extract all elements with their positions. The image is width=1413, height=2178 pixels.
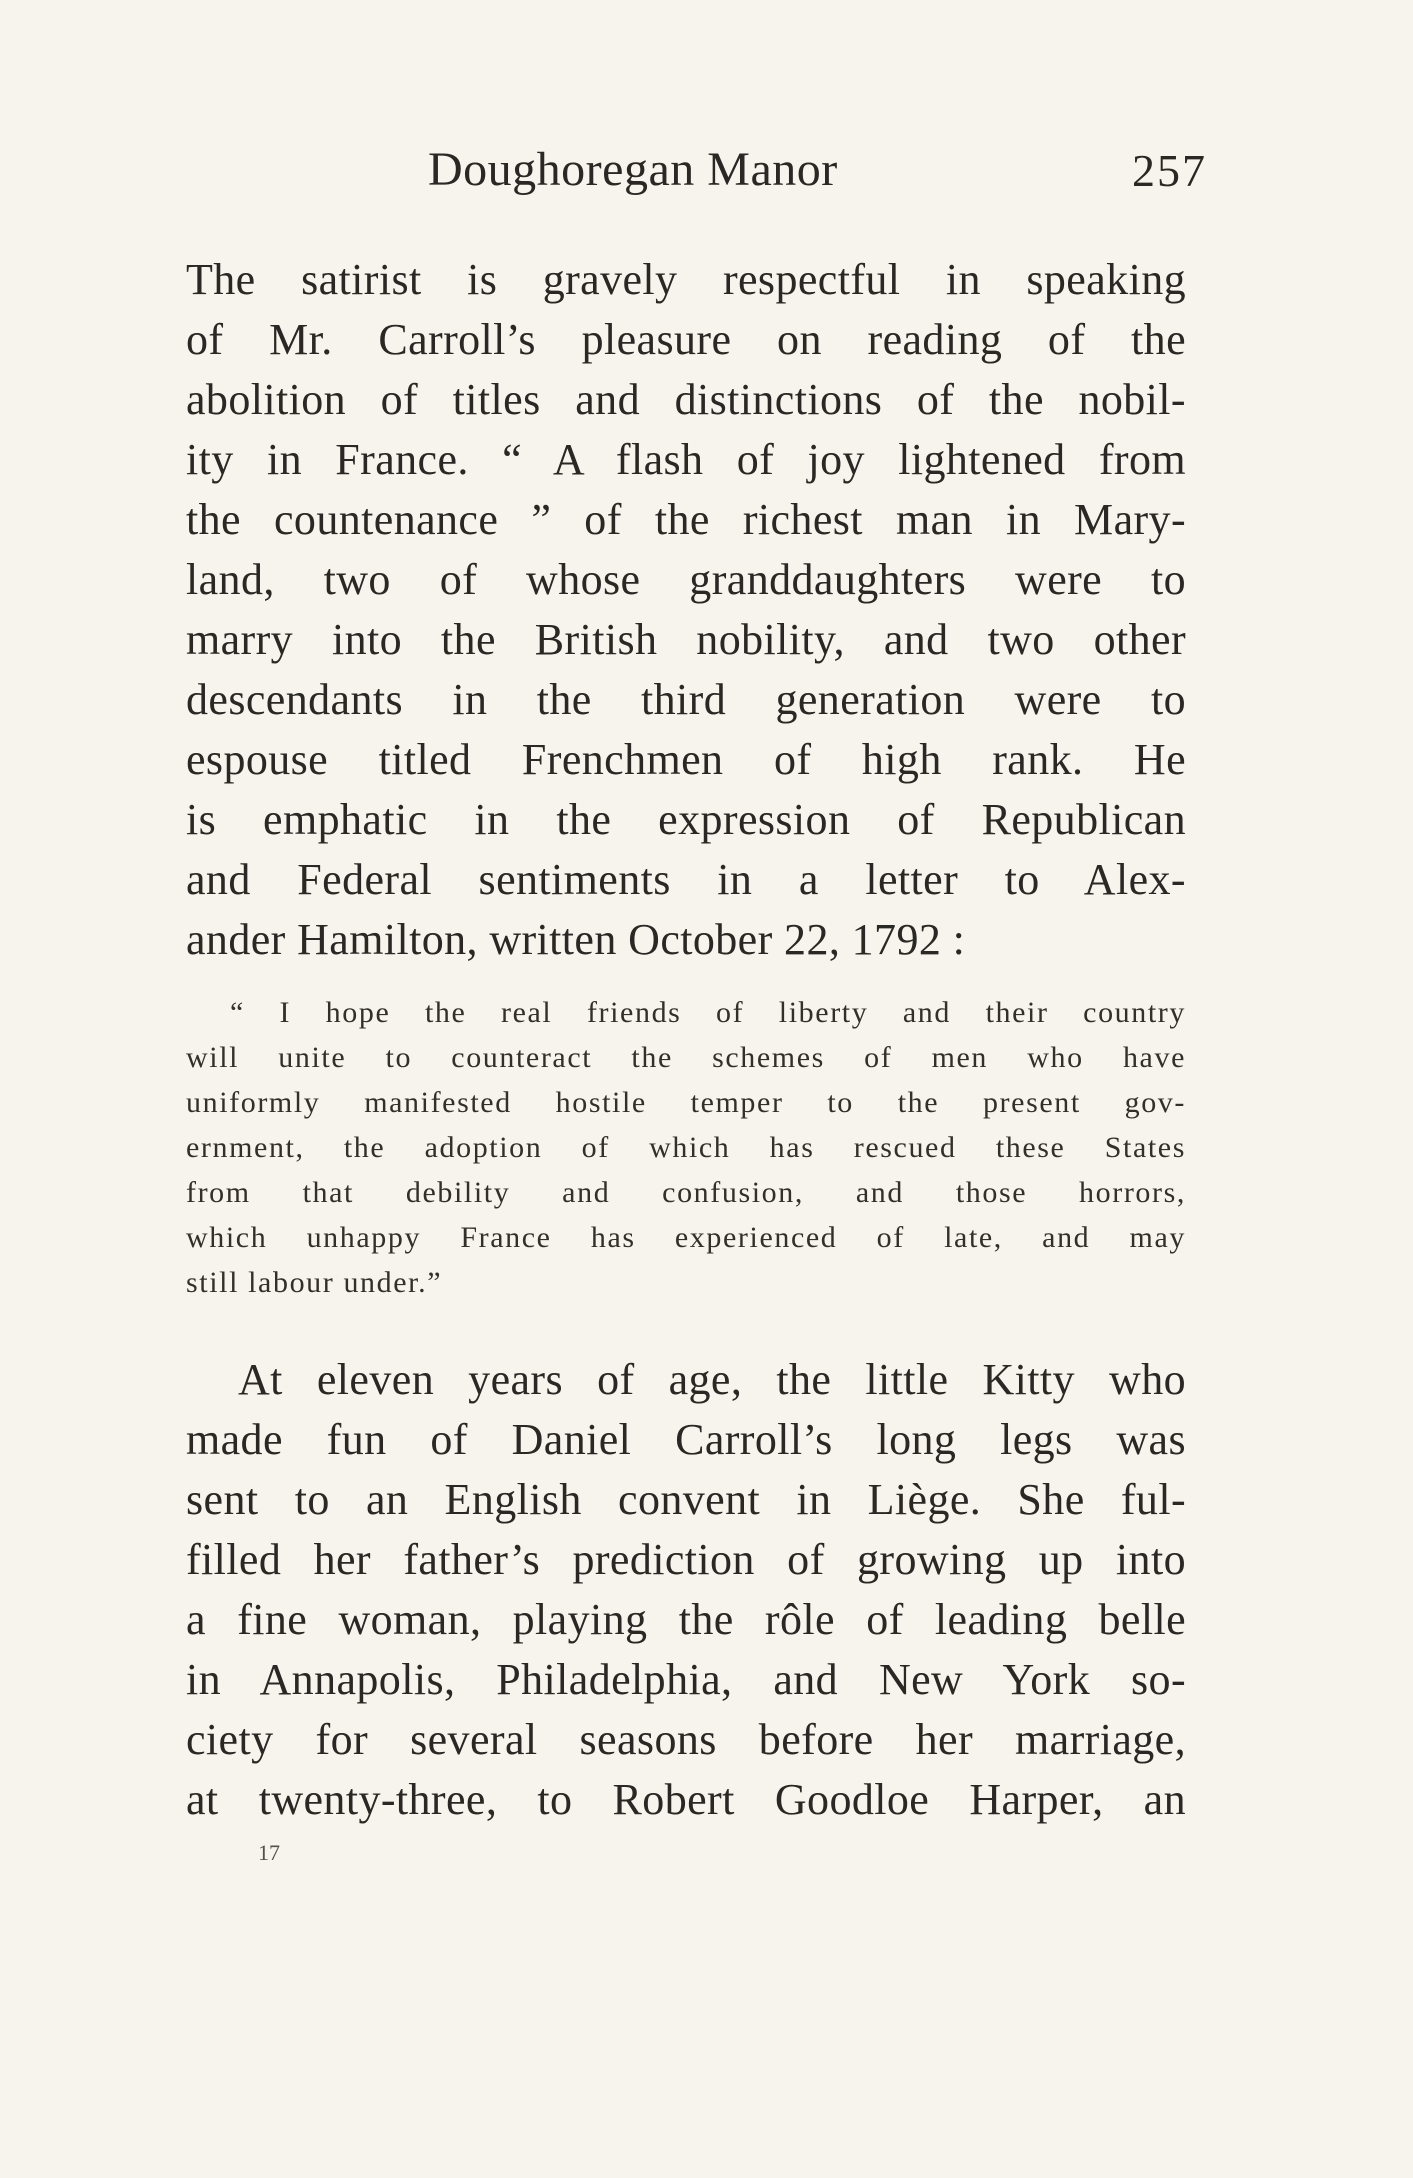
paragraph-1-line: The satirist is gravely respectful in speaking: [186, 255, 1186, 304]
paragraph-2-line: filled her father’s prediction of growing up into: [186, 1535, 1186, 1584]
quotation-line: will unite to counteract the schemes of men who have: [186, 1041, 1186, 1074]
paragraph-1-line: is emphatic in the expression of Republican: [186, 795, 1186, 844]
paragraph-1-line: and Federal sentiments in a letter to Alex-: [186, 855, 1186, 904]
paragraph-1-line: ity in France. “ A flash of joy lightened from: [186, 435, 1186, 484]
paragraph-2-line: made fun of Daniel Carroll’s long legs was: [186, 1415, 1186, 1464]
paragraph-2-line: sent to an English convent in Liège. She ful-: [186, 1475, 1186, 1524]
paragraph-1-line: the countenance ” of the richest man in Mary-: [186, 495, 1186, 544]
quotation-line: from that debility and confusion, and those horrors,: [186, 1176, 1186, 1209]
quotation-line: which unhappy France has experienced of late, and may: [186, 1221, 1186, 1254]
paragraph-1-line: espouse titled Frenchmen of high rank. He: [186, 735, 1186, 784]
quotation-line: “ I hope the real friends of liberty and their country: [230, 996, 1186, 1029]
paragraph-1-line: abolition of titles and distinctions of the nobil-: [186, 375, 1186, 424]
signature-mark: 17: [258, 1840, 280, 1865]
paragraph-2-line: in Annapolis, Philadelphia, and New York so-: [186, 1655, 1186, 1704]
paragraph-2-line: a fine woman, playing the rôle of leading belle: [186, 1595, 1186, 1644]
running-head: Doughoregan Manor: [428, 143, 838, 196]
paragraph-1-line: land, two of whose granddaughters were to: [186, 555, 1186, 604]
quotation-line: ernment, the adoption of which has rescued these States: [186, 1131, 1186, 1164]
page-number: 257: [1132, 145, 1207, 196]
paragraph-2-line: At eleven years of age, the little Kitty who: [238, 1355, 1186, 1404]
paragraph-1-line: ander Hamilton, written October 22, 1792 :: [186, 915, 966, 964]
quotation-line: still labour under.”: [186, 1266, 443, 1299]
paragraph-2-line: ciety for several seasons before her marriage,: [186, 1715, 1186, 1764]
paragraph-1-line: marry into the British nobility, and two other: [186, 615, 1186, 664]
quotation-line: uniformly manifested hostile temper to the present gov-: [186, 1086, 1186, 1119]
paragraph-1-line: of Mr. Carroll’s pleasure on reading of the: [186, 315, 1186, 364]
paragraph-2-line: at twenty-three, to Robert Goodloe Harper, an: [186, 1775, 1186, 1824]
paragraph-1-line: descendants in the third generation were to: [186, 675, 1186, 724]
